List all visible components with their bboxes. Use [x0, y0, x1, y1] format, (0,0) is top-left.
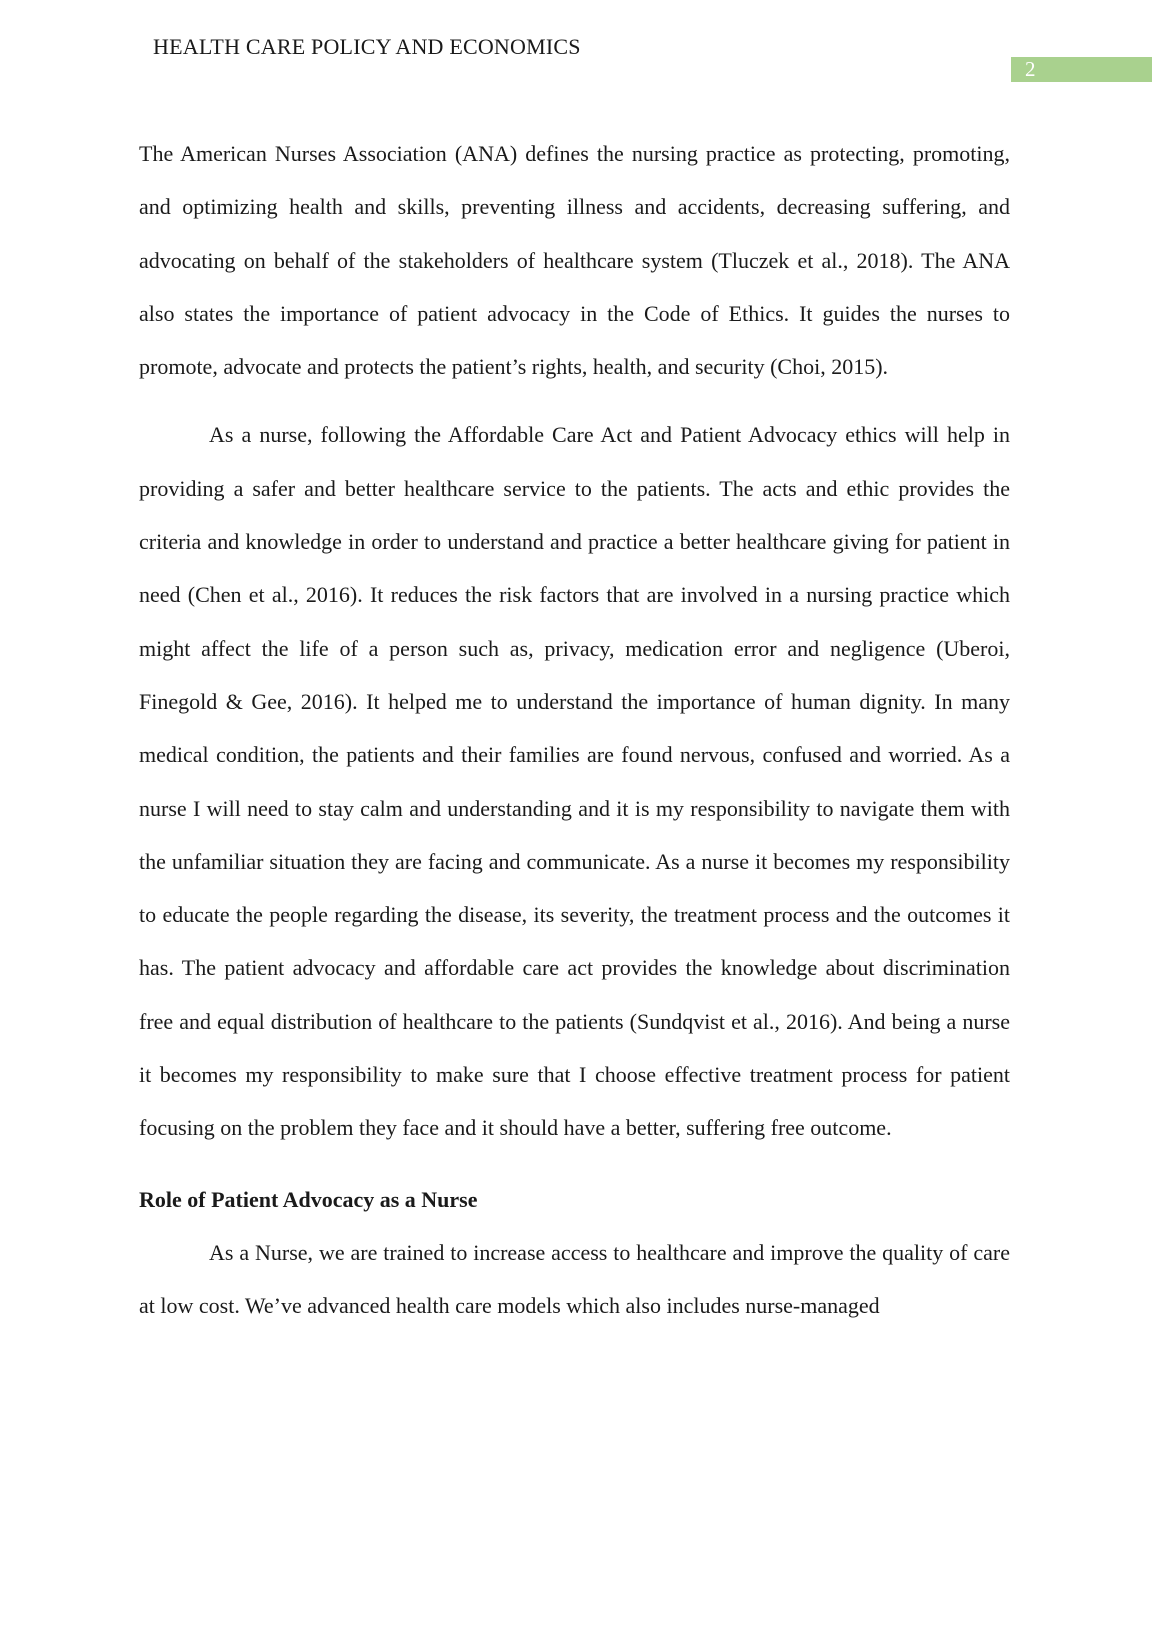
body-paragraph-ana-definition: The American Nurses Association (ANA) defines the nursing practice as protecting, promoting, and optimizing health and skills, preventing illness and accidents, decreasing suffering, and advocating on behalf of the stakeholders of healthcare system (Tluczek et al., 2018). The ANA also states the importance of patient advocacy in the Code of Ethics. It guides the nurses to promote, advocate and protects the patient’s rights, health, and security (Choi, 2015).	[139, 141, 1010, 380]
document-body	[139, 127, 1010, 1333]
page-number-badge: 2	[1011, 57, 1152, 82]
body-paragraph-affordable-care-act: As a nurse, following the Affordable Care Act and Patient Advocacy ethics will help in providing a safer and better healthcare service to the patients. The acts and ethic provides the criteria and knowledge in order to understand and practice a better healthcare giving for patient in need (Chen et al., 2016). It reduces the risk factors that are involved in a nursing practice which might affect the life of a person such as, privacy, medication error and negligence (Uberoi, Finegold & Gee, 2016). It helped me to understand the importance of human dignity. In many medical condition, the patients and their families are found nervous, confused and worried. As a nurse I will need to stay calm and understanding and it is my responsibility to navigate them with the unfamiliar situation they are facing and communicate. As a nurse it becomes my responsibility to educate the people regarding the disease, its severity, the treatment process and the outcomes it has. The patient advocacy and affordable care act provides the knowledge about discrimination free and equal distribution of healthcare to the patients (Sundqvist et al., 2016). And being a nurse it becomes my responsibility to make sure that I choose effective treatment process for patient focusing on the problem they face and it should have a better, suffering free outcome.	[139, 422, 1010, 1141]
running-head: HEALTH CARE POLICY AND ECONOMICS	[153, 34, 581, 59]
section-heading-patient-advocacy: Role of Patient Advocacy as a Nurse	[139, 1186, 478, 1212]
body-paragraph-role-as-nurse: As a Nurse, we are trained to increase access to healthcare and improve the quality of care at low cost. We’ve advanced health care models which also includes nurse-managed	[139, 1239, 1010, 1319]
